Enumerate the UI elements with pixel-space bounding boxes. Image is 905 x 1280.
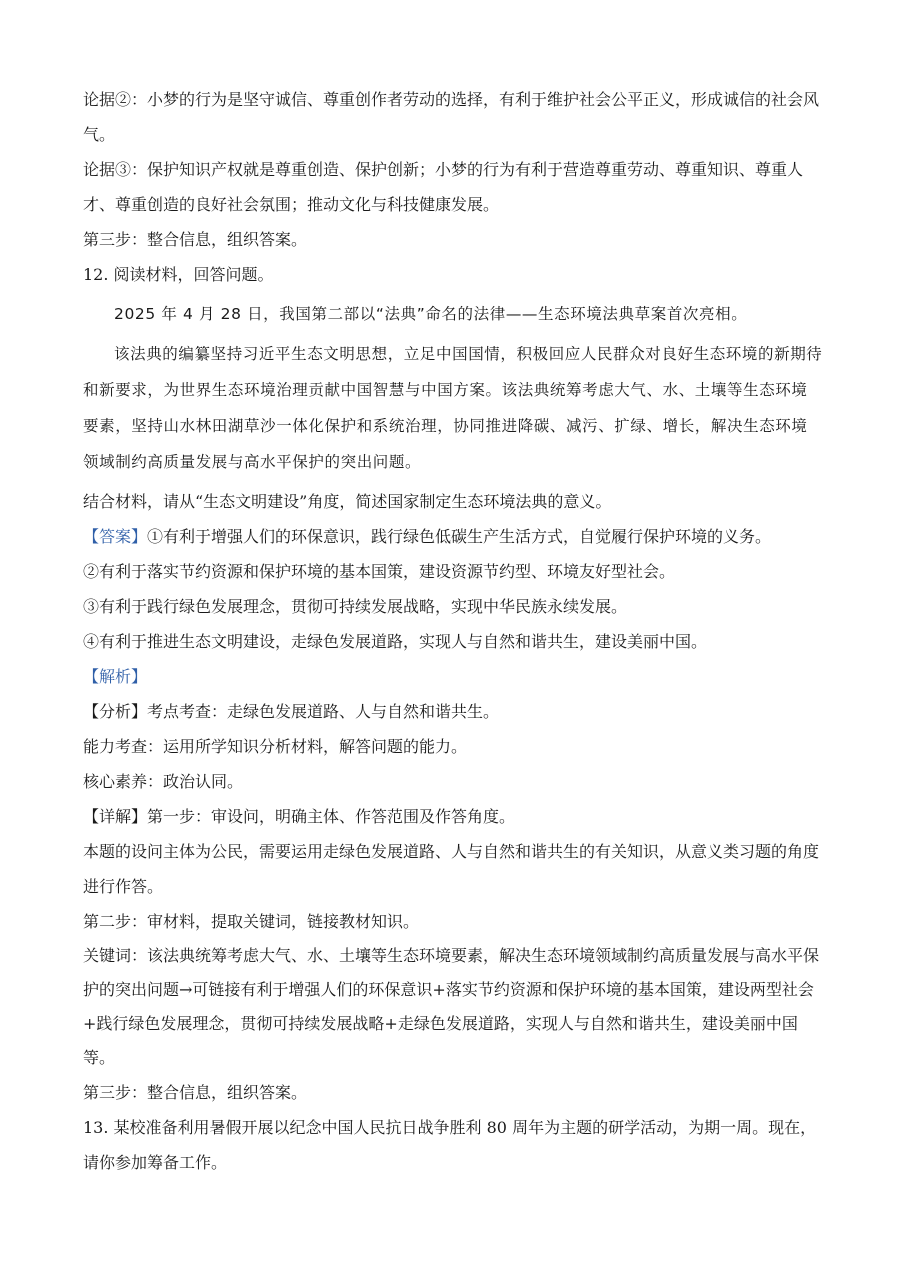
analysis-step-1: 【详解】第一步：审设问，明确主体、作答范围及作答角度。 [83, 807, 516, 826]
analysis-fenxi: 【分析】考点考查：走绿色发展道路、人与自然和谐共生。 [83, 702, 500, 721]
analysis-tag: 【解析】 [83, 667, 148, 686]
step-3-prev: 第三步：整合信息，组织答案。 [83, 230, 308, 249]
answer-tag: 【答案】 [83, 527, 148, 546]
answer-point-4: ④有利于推进生态文明建设，走绿色发展道路，实现人与自然和谐共生，建设美丽中国。 [83, 632, 708, 651]
answer-point-2: ②有利于落实节约资源和保护环境的基本国策，建设资源节约型、环境友好型社会。 [83, 562, 676, 581]
argument-3: 论据③：保护知识产权就是尊重创造、保护创新；小梦的行为有利于营造尊重劳动、尊重知识、尊重人才、尊重创造的良好社会氛围；推动文化与科技健康发展。 [83, 160, 804, 214]
analysis-ability: 能力考查：运用所学知识分析材料，解答问题的能力。 [83, 737, 468, 756]
argument-2: 论据②：小梦的行为是坚守诚信、尊重创作者劳动的选择，有利于维护社会公平正义，形成诚信的社会风气。 [83, 90, 820, 144]
answer-point-3: ③有利于践行绿色发展理念，贯彻可持续发展战略，实现中华民族永续发展。 [83, 597, 628, 616]
analysis-step-2: 第二步：审材料，提取关键词，链接教材知识。 [83, 912, 420, 931]
analysis-keywords: 关键词：该法典统筹考虑大气、水、土壤等生态环境要素，解决生态环境领域制约高质量发展与高水平保护的突出问题→可链接有利于增强人们的环保意识+落实节约资源和保护环境的基本国策，建设两型社会+践行绿色发展理念，贯彻可持续发展战略+走绿色发展道路，实现人与自然和谐共生，建设美丽中国等。 [83, 946, 820, 1067]
material-paragraph-2: 该法典的编纂坚持习近平生态文明思想，立足中国国情，积极回应人民群众对良好生态环境的新期待和新要求，为世界生态环境治理贡献中国智慧与中国方案。该法典统筹考虑大气、水、土壤等生态环境要素，坚持山水林田湖草沙一体化保护和系统治理，协同推进降碳、减污、扩绿、增长，解决生态环境领域制约高质量发展与高水平保护的突出问题。 [83, 345, 823, 471]
material-block [83, 296, 823, 480]
answer-line-1 [83, 519, 823, 554]
material-paragraph-1: 2025 年 4 月 28 日，我国第二部以“法典”命名的法律——生态环境法典草案首次亮相。 [114, 305, 748, 323]
question-12-prompt: 结合材料，请从“生态文明建设”角度，简述国家制定生态环境法典的意义。 [83, 492, 612, 511]
answer-point-1: ①有利于增强人们的环保意识，践行绿色低碳生产生活方式，自觉履行保护环境的义务。 [147, 527, 772, 546]
document-page [83, 82, 823, 1180]
analysis-step-3: 第三步：整合信息，组织答案。 [83, 1083, 308, 1102]
analysis-step-1-text: 本题的设问主体为公民，需要运用走绿色发展道路、人与自然和谐共生的有关知识，从意义类习题的角度进行作答。 [83, 842, 820, 896]
question-13-title: 13. 某校准备利用暑假开展以纪念中国人民抗日战争胜利 80 周年为主题的研学活动，为期一周。现在，请你参加筹备工作。 [83, 1118, 817, 1172]
question-12-title: 12. 阅读材料，回答问题。 [83, 265, 274, 284]
analysis-literacy: 核心素养：政治认同。 [83, 772, 244, 791]
